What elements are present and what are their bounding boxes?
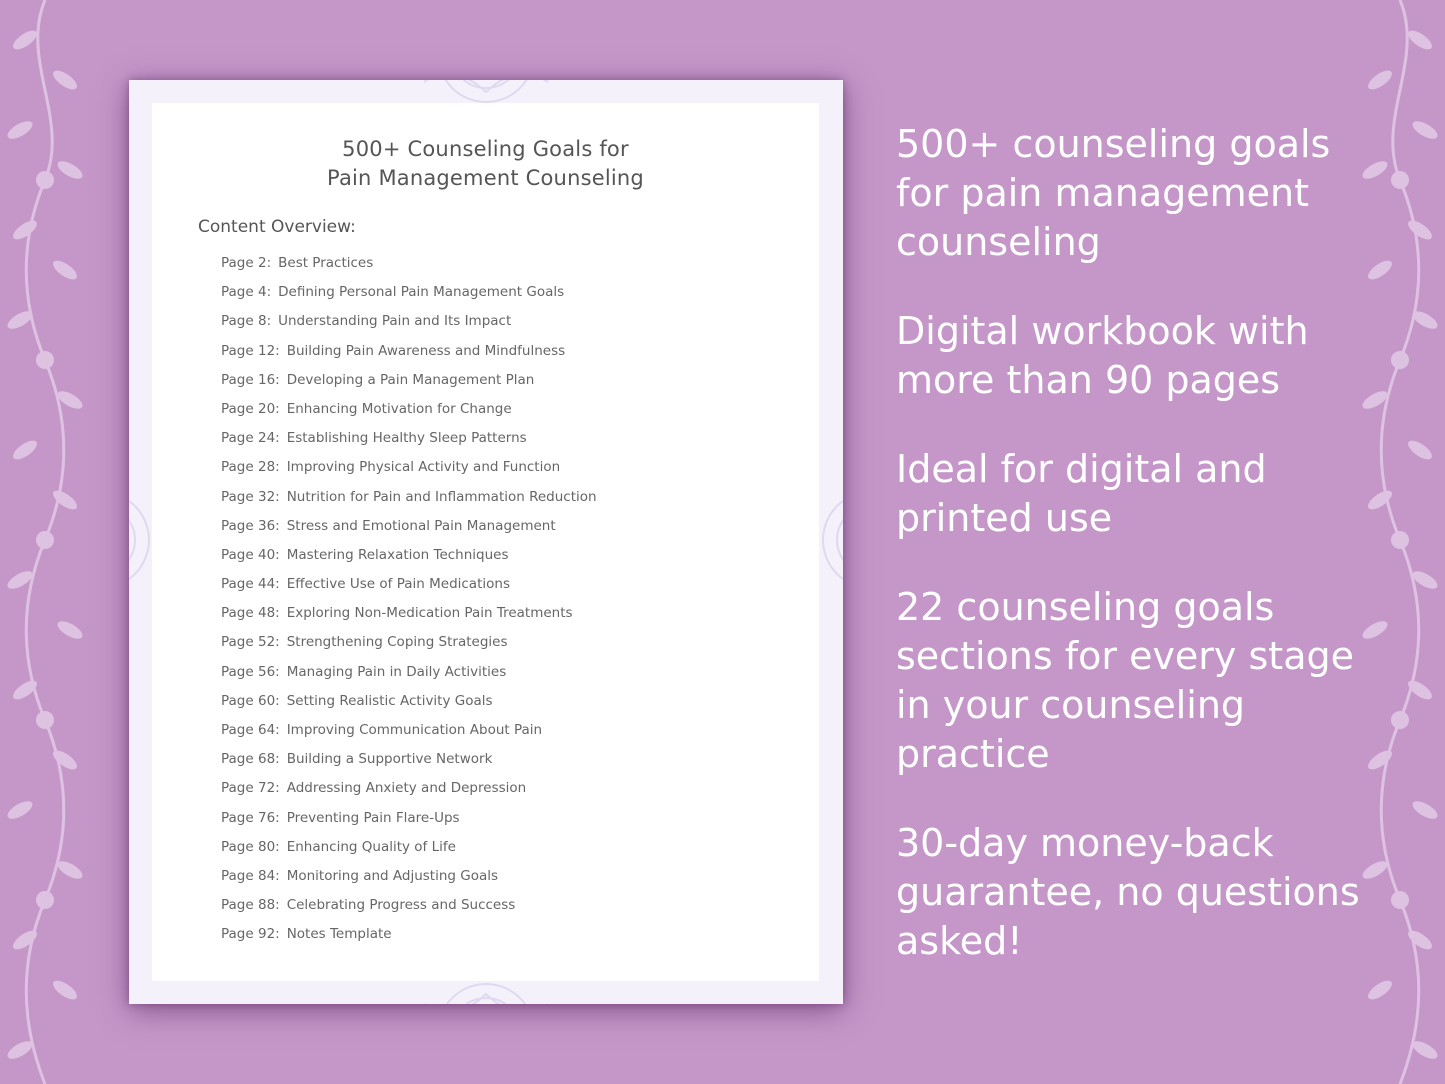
toc-topic: Best Practices (278, 255, 374, 271)
toc-page-number: Page 12: (221, 342, 280, 359)
feature-goals-count: 500+ counseling goals for pain management counseling (896, 122, 1331, 264)
toc-topic: Nutrition for Pain and Inflammation Reduction (286, 488, 597, 505)
toc-page-number: Page 32: (221, 488, 280, 505)
toc-topic: Establishing Healthy Sleep Patterns (286, 430, 527, 447)
toc-page-number: Page 64: (221, 722, 280, 738)
feature-sections: 22 counseling goals sections for every stage in your counseling practice (896, 585, 1354, 776)
toc-topic: Managing Pain in Daily Activities (286, 663, 507, 680)
feature-guarantee: 30-day money-back guarantee, no questions asked! (896, 821, 1360, 963)
toc-item (221, 576, 597, 605)
toc-topic: Improving Communication About Pain (286, 722, 543, 738)
toc-item (221, 605, 597, 634)
toc-item (221, 343, 597, 372)
toc-page-number: Page 2: (221, 255, 272, 271)
toc-page-number: Page 4: (221, 284, 272, 301)
toc-page-number: Page 28: (221, 459, 280, 476)
toc-topic: Building Pain Awareness and Mindfulness (286, 342, 566, 359)
toc-page-number: Page 80: (221, 838, 280, 855)
document-title-line1: 500+ Counseling Goals for (342, 137, 629, 161)
toc-topic: Understanding Pain and Its Impact (278, 313, 512, 330)
toc-page-number: Page 76: (221, 809, 280, 826)
mandala-right-icon (819, 450, 843, 630)
toc-item (221, 810, 597, 839)
toc-page-number: Page 72: (221, 780, 280, 797)
toc-topic: Exploring Non-Medication Pain Treatments (286, 605, 573, 622)
toc-item (221, 518, 597, 547)
toc-topic: Stress and Emotional Pain Management (286, 517, 556, 534)
toc-topic: Developing a Pain Management Plan (286, 371, 535, 388)
toc-page-number: Page 20: (221, 400, 280, 417)
toc-item (221, 634, 597, 663)
content-overview-heading: Content Overview: (198, 217, 356, 237)
document-title-line2: Pain Management Counseling (327, 166, 644, 190)
toc-topic: Defining Personal Pain Management Goals (278, 284, 565, 301)
toc-page-number: Page 92: (221, 926, 280, 943)
toc-item (221, 664, 597, 693)
toc-item (221, 693, 597, 722)
toc-item (221, 489, 597, 518)
floral-vine-left-icon (0, 0, 100, 1084)
toc-item (221, 868, 597, 897)
toc-topic: Celebrating Progress and Success (286, 897, 516, 914)
toc-item (221, 459, 597, 488)
toc-item (221, 897, 597, 926)
toc-item (221, 722, 597, 751)
toc-item (221, 926, 597, 955)
toc-page-number: Page 44: (221, 576, 280, 593)
toc-item (221, 430, 597, 459)
toc-item (221, 780, 597, 809)
toc-page-number: Page 56: (221, 663, 280, 680)
mandala-bottom-icon (384, 980, 588, 1004)
toc-page-number: Page 24: (221, 430, 280, 447)
toc-page-number: Page 48: (221, 605, 280, 622)
toc-item (221, 372, 597, 401)
toc-topic: Notes Template (286, 926, 392, 943)
toc-topic: Building a Supportive Network (286, 751, 493, 768)
toc-item (221, 839, 597, 868)
page-content (152, 103, 819, 981)
toc-page-number: Page 60: (221, 692, 280, 709)
toc-item (221, 547, 597, 576)
toc-topic: Improving Physical Activity and Function (286, 459, 561, 476)
toc-item (221, 313, 597, 342)
toc-page-number: Page 84: (221, 867, 280, 884)
toc-topic: Monitoring and Adjusting Goals (286, 867, 499, 884)
toc-page-number: Page 88: (221, 897, 280, 914)
toc-topic: Strengthening Coping Strategies (286, 634, 508, 651)
toc-item (221, 751, 597, 780)
feature-list (896, 120, 1366, 1006)
toc-topic: Enhancing Quality of Life (286, 838, 456, 855)
workbook-page-preview (129, 80, 843, 1004)
table-of-contents (221, 255, 597, 956)
toc-item (221, 284, 597, 313)
toc-topic: Setting Realistic Activity Goals (286, 692, 493, 709)
feature-usage: Ideal for digital and printed use (896, 447, 1267, 540)
toc-page-number: Page 52: (221, 634, 280, 651)
mandala-left-icon (129, 450, 153, 630)
toc-page-number: Page 8: (221, 313, 272, 330)
toc-page-number: Page 40: (221, 546, 280, 563)
feature-page-count: Digital workbook with more than 90 pages (896, 309, 1309, 402)
toc-topic: Mastering Relaxation Techniques (286, 546, 509, 563)
toc-topic: Preventing Pain Flare-Ups (286, 809, 460, 826)
toc-topic: Enhancing Motivation for Change (286, 400, 512, 417)
toc-item (221, 401, 597, 430)
toc-topic: Effective Use of Pain Medications (286, 576, 510, 593)
toc-item (221, 255, 597, 284)
toc-topic: Addressing Anxiety and Depression (286, 780, 527, 797)
toc-page-number: Page 68: (221, 751, 280, 768)
toc-page-number: Page 36: (221, 517, 280, 534)
toc-page-number: Page 16: (221, 371, 280, 388)
